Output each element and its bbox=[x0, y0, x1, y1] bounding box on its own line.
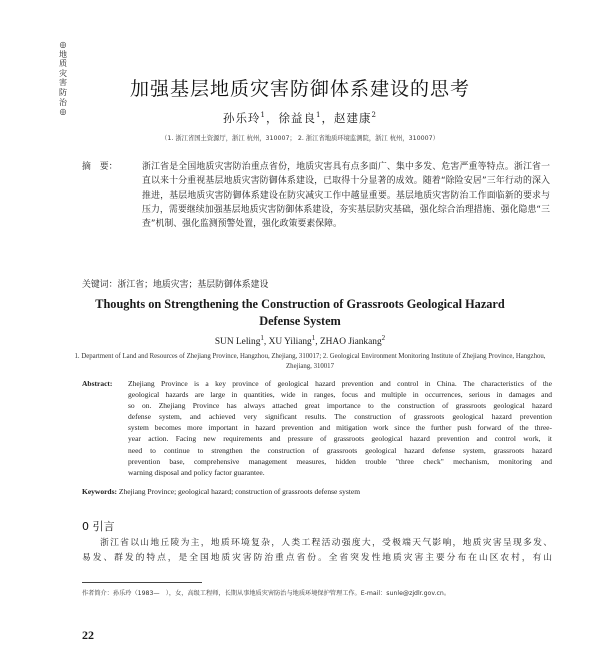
article-title-en: Thoughts on Strengthening the Construction of Grassroots Geological Hazard Defense System bbox=[95, 297, 505, 328]
affiliation-mark: 2 bbox=[371, 111, 377, 120]
abstract-label-cn: 摘 要： bbox=[82, 162, 118, 172]
keywords-text-cn: 浙江省；地质灾害；基层防御体系建设 bbox=[117, 280, 269, 290]
abstract-line: so on. Zhejiang Province has always attached great importance to the construction of grassroots geological hazard bbox=[128, 401, 552, 411]
author-separator: , bbox=[315, 337, 320, 347]
body-paragraph bbox=[82, 536, 552, 565]
author-separator: , bbox=[263, 337, 269, 347]
abstract-text-cn: 浙江省是全国地质灾害防治重点省份，地质灾害具有点多面广、集中多发、危害严重等特点。浙江省一直以来十分重视基层地质灾害防御体系建设，已取得十分显著的成效。随着“除险安居”三年行动的深入推进，基层地质灾害防御体系建设在防灾减灾工作中越显重要。基层地质灾害防治工作面临新的要求与压力，需要继续加强基层地质灾害防御体系建设，夯实基层防灾基础，强化综合治理措施、强化隐患“三查”机制、强化监测预警处置，强化政策要素保障。 bbox=[142, 162, 550, 230]
abstract-label-en: Abstract: bbox=[82, 379, 113, 388]
body-line: 浙江省以山地丘陵为主，地质环境复杂，人类工程活动强度大，受极端天气影响，地质灾害呈现多发、 bbox=[100, 538, 552, 548]
abstract-line: system becomes more important in hazard prevention and mitigation work since the further push forward of the three- bbox=[128, 423, 552, 433]
abstract-en bbox=[82, 378, 552, 478]
abstract-line: defense system, and achieved very significant results. The construction of grassroots geological hazard prevention bbox=[128, 412, 552, 422]
author-separator: ， bbox=[266, 111, 279, 125]
keywords-label-cn: 关键词： bbox=[82, 280, 118, 290]
author-name: XU Yiliang bbox=[268, 337, 312, 347]
affiliation-mark: 1 bbox=[260, 111, 267, 120]
author-separator: ， bbox=[321, 111, 334, 125]
author-footnote: 作者简介：孙乐玲（1983— ），女，高级工程师，长期从事地质灾害防治与地质环境保护管理工作。E-mail：sunle@zjdlr.gov.cn。 bbox=[82, 590, 451, 597]
keywords-cn bbox=[82, 277, 550, 290]
body-line: 易发、群发的特点，是全国地质灾害防治重点省份。全省突发性地质灾害主要分布在山区农村，有山 bbox=[82, 552, 552, 563]
author-name: SUN Leling bbox=[214, 337, 261, 347]
keywords-label-en: Keywords: bbox=[82, 487, 117, 496]
author-list-en bbox=[0, 333, 600, 347]
affiliation-mark: 1 bbox=[311, 333, 316, 342]
page-number: 22 bbox=[82, 628, 94, 642]
affiliation-mark: 1 bbox=[316, 111, 322, 120]
affiliation-mark: 2 bbox=[381, 333, 386, 342]
abstract-line: warning disposal and policy factor guarantee. bbox=[128, 467, 265, 477]
abstract-line: prevention base, comprehensive management measures, hidden trouble "three check" mechanism, monitoring and bbox=[128, 456, 552, 466]
abstract-line: need to continue to strengthen the construction of grassroots geological hazard defense system, grassroots hazard bbox=[128, 445, 552, 455]
footnote-divider bbox=[82, 582, 202, 583]
column-label: ◎地质灾害防治◎ bbox=[59, 40, 67, 117]
section-heading: 0 引言 bbox=[82, 520, 115, 533]
abstract-cn bbox=[82, 160, 550, 231]
affiliation-cn: （1. 浙江省国土资源厅，浙江 杭州，310007； 2. 浙江省地质环境监测院，浙江 杭州，310007） bbox=[161, 135, 439, 142]
keywords-text-en: Zhejiang Province; geological hazard; construction of grassroots defense system bbox=[118, 487, 361, 496]
abstract-line: Zhejiang Province is a key province of geological hazard prevention and control in China. The characteristics of the bbox=[128, 379, 552, 388]
article-title-cn: 加强基层地质灾害防御体系建设的思考 bbox=[129, 78, 470, 100]
author-name: ZHAO Jiankang bbox=[319, 337, 382, 347]
abstract-line: year action. Facing new requirements and pressure of grassroots geological hazard prevention and control work, it bbox=[128, 434, 552, 444]
abstract-line: geological hazards are large in quantities, wide in ranges, focus and multiple in occurrences, serious in damages and bbox=[128, 390, 552, 400]
affiliation-en: 1. Department of Land and Resources of Zhejiang Province, Hangzhou, Zhejiang, 310017; 2. Geological Environment Monitoring Institute of Zhejiang Province, Hangzhou, Zhejiang, 310017 bbox=[74, 353, 546, 370]
keywords-en bbox=[82, 487, 552, 496]
author-name: 徐益良 bbox=[278, 111, 317, 125]
author-name: 赵建康 bbox=[333, 111, 372, 125]
author-name: 孙乐玲 bbox=[223, 111, 261, 125]
affiliation-mark: 1 bbox=[260, 333, 264, 342]
author-list-cn bbox=[0, 110, 600, 126]
